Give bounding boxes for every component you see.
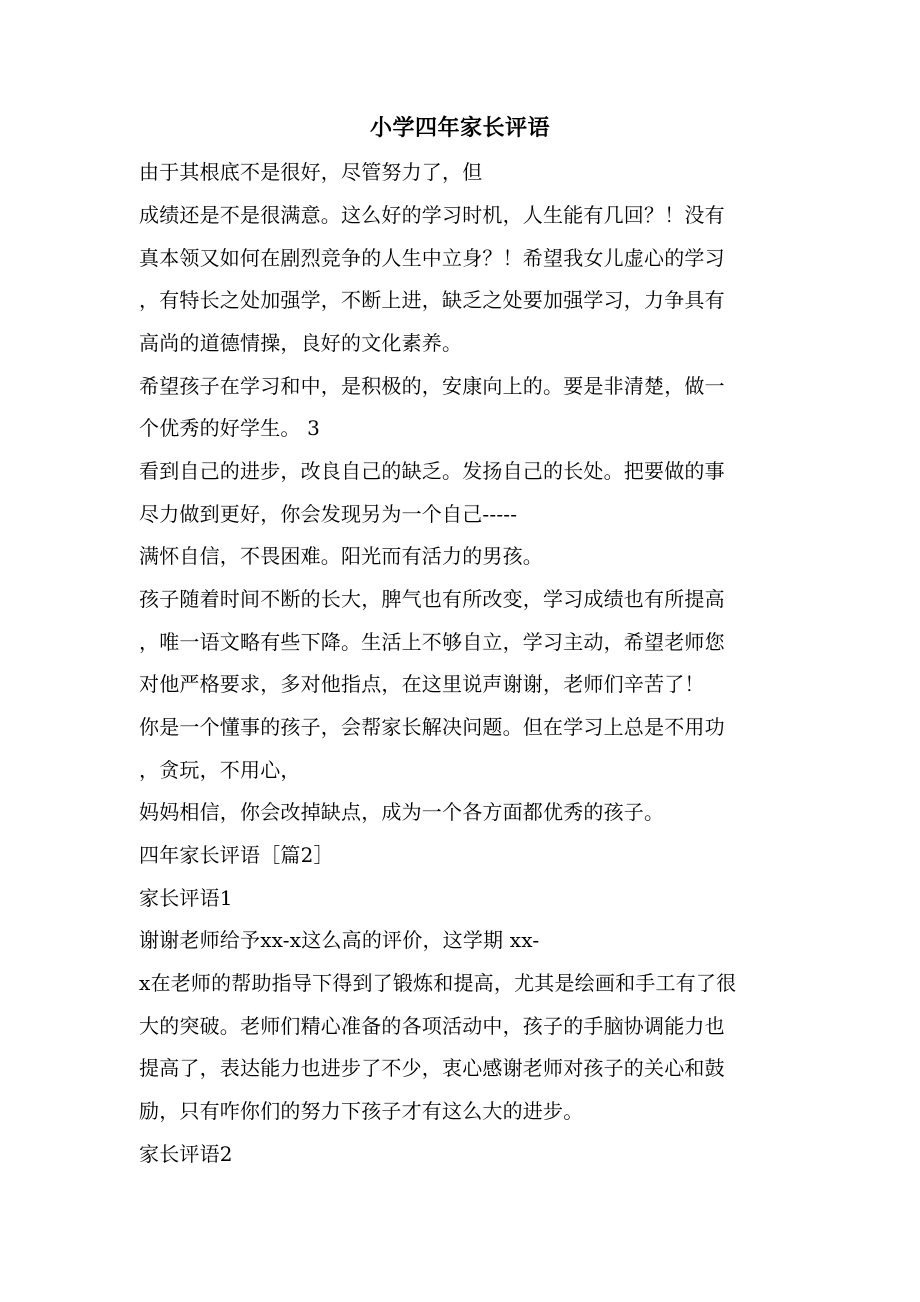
paragraph-line: 大的突破。老师们精心准备的各项活动中，孩子的手脑协调能力也 [139, 1014, 725, 1038]
paragraph-line: 对他严格要求，多对他指点，在这里说声谢谢，老师们辛苦了！ [139, 672, 705, 696]
paragraph-line: 由于其根底不是很好，尽管努力了，但 [139, 160, 483, 184]
paragraph-line: 提高了，表达能力也进步了不少，衷心感谢老师对孩子的关心和鼓 [139, 1056, 725, 1080]
paragraph-line: 你是一个懂事的孩子，会帮家长解决问题。但在学习上总是不用功 [139, 715, 725, 739]
paragraph-line: 妈妈相信，你会改掉缺点，成为一个各方面都优秀的孩子。 [139, 800, 665, 824]
paragraph-line: ，唯一语文略有些下降。生活上不够自立，学习主动，希望老师您 [139, 630, 725, 654]
subsection-heading: 家长评语2 [139, 1142, 233, 1166]
paragraph-line: x在老师的帮助指导下得到了锻炼和提高，尤其是绘画和手工有了很 [139, 971, 737, 995]
paragraph-line: 励，只有咋你们的努力下孩子才有这么大的进步。 [139, 1099, 584, 1123]
paragraph-line: ，贪玩，不用心， [139, 758, 301, 782]
paragraph-line: 看到自己的进步，改良自己的缺乏。发扬自己的长处。把要做的事 [139, 459, 725, 483]
paragraph-line: 个优秀的好学生。 3 [139, 416, 321, 440]
paragraph-line: 孩子随着时间不断的长大，脾气也有所改变，学习成绩也有所提高 [139, 587, 725, 611]
paragraph-line: 真本领又如何在剧烈竞争的人生中立身？！希望我女儿虚心的学习 [139, 246, 725, 270]
paragraph-line: ，有特长之处加强学，不断上进，缺乏之处要加强学习，力争具有 [139, 288, 725, 312]
section-heading: 四年家长评语［篇2］ [139, 843, 334, 867]
paragraph-line: 满怀自信，不畏困难。阳光而有活力的男孩。 [139, 544, 543, 568]
paragraph-line: 高尚的道德情操，良好的文化素养。 [139, 331, 463, 355]
subsection-heading: 家长评语1 [139, 886, 233, 910]
paragraph-line: 尽力做到更好，你会发现另为一个自己----- [139, 502, 518, 526]
paragraph-line: 希望孩子在学习和中，是积极的，安康向上的。要是非清楚，做一 [139, 374, 725, 398]
paragraph-line: 成绩还是不是很满意。这么好的学习时机，人生能有几回？！没有 [139, 203, 725, 227]
document-title: 小学四年家长评语 [369, 115, 550, 141]
paragraph-line: 谢谢老师给予xx-x这么高的评价，这学期 xx- [139, 928, 540, 952]
